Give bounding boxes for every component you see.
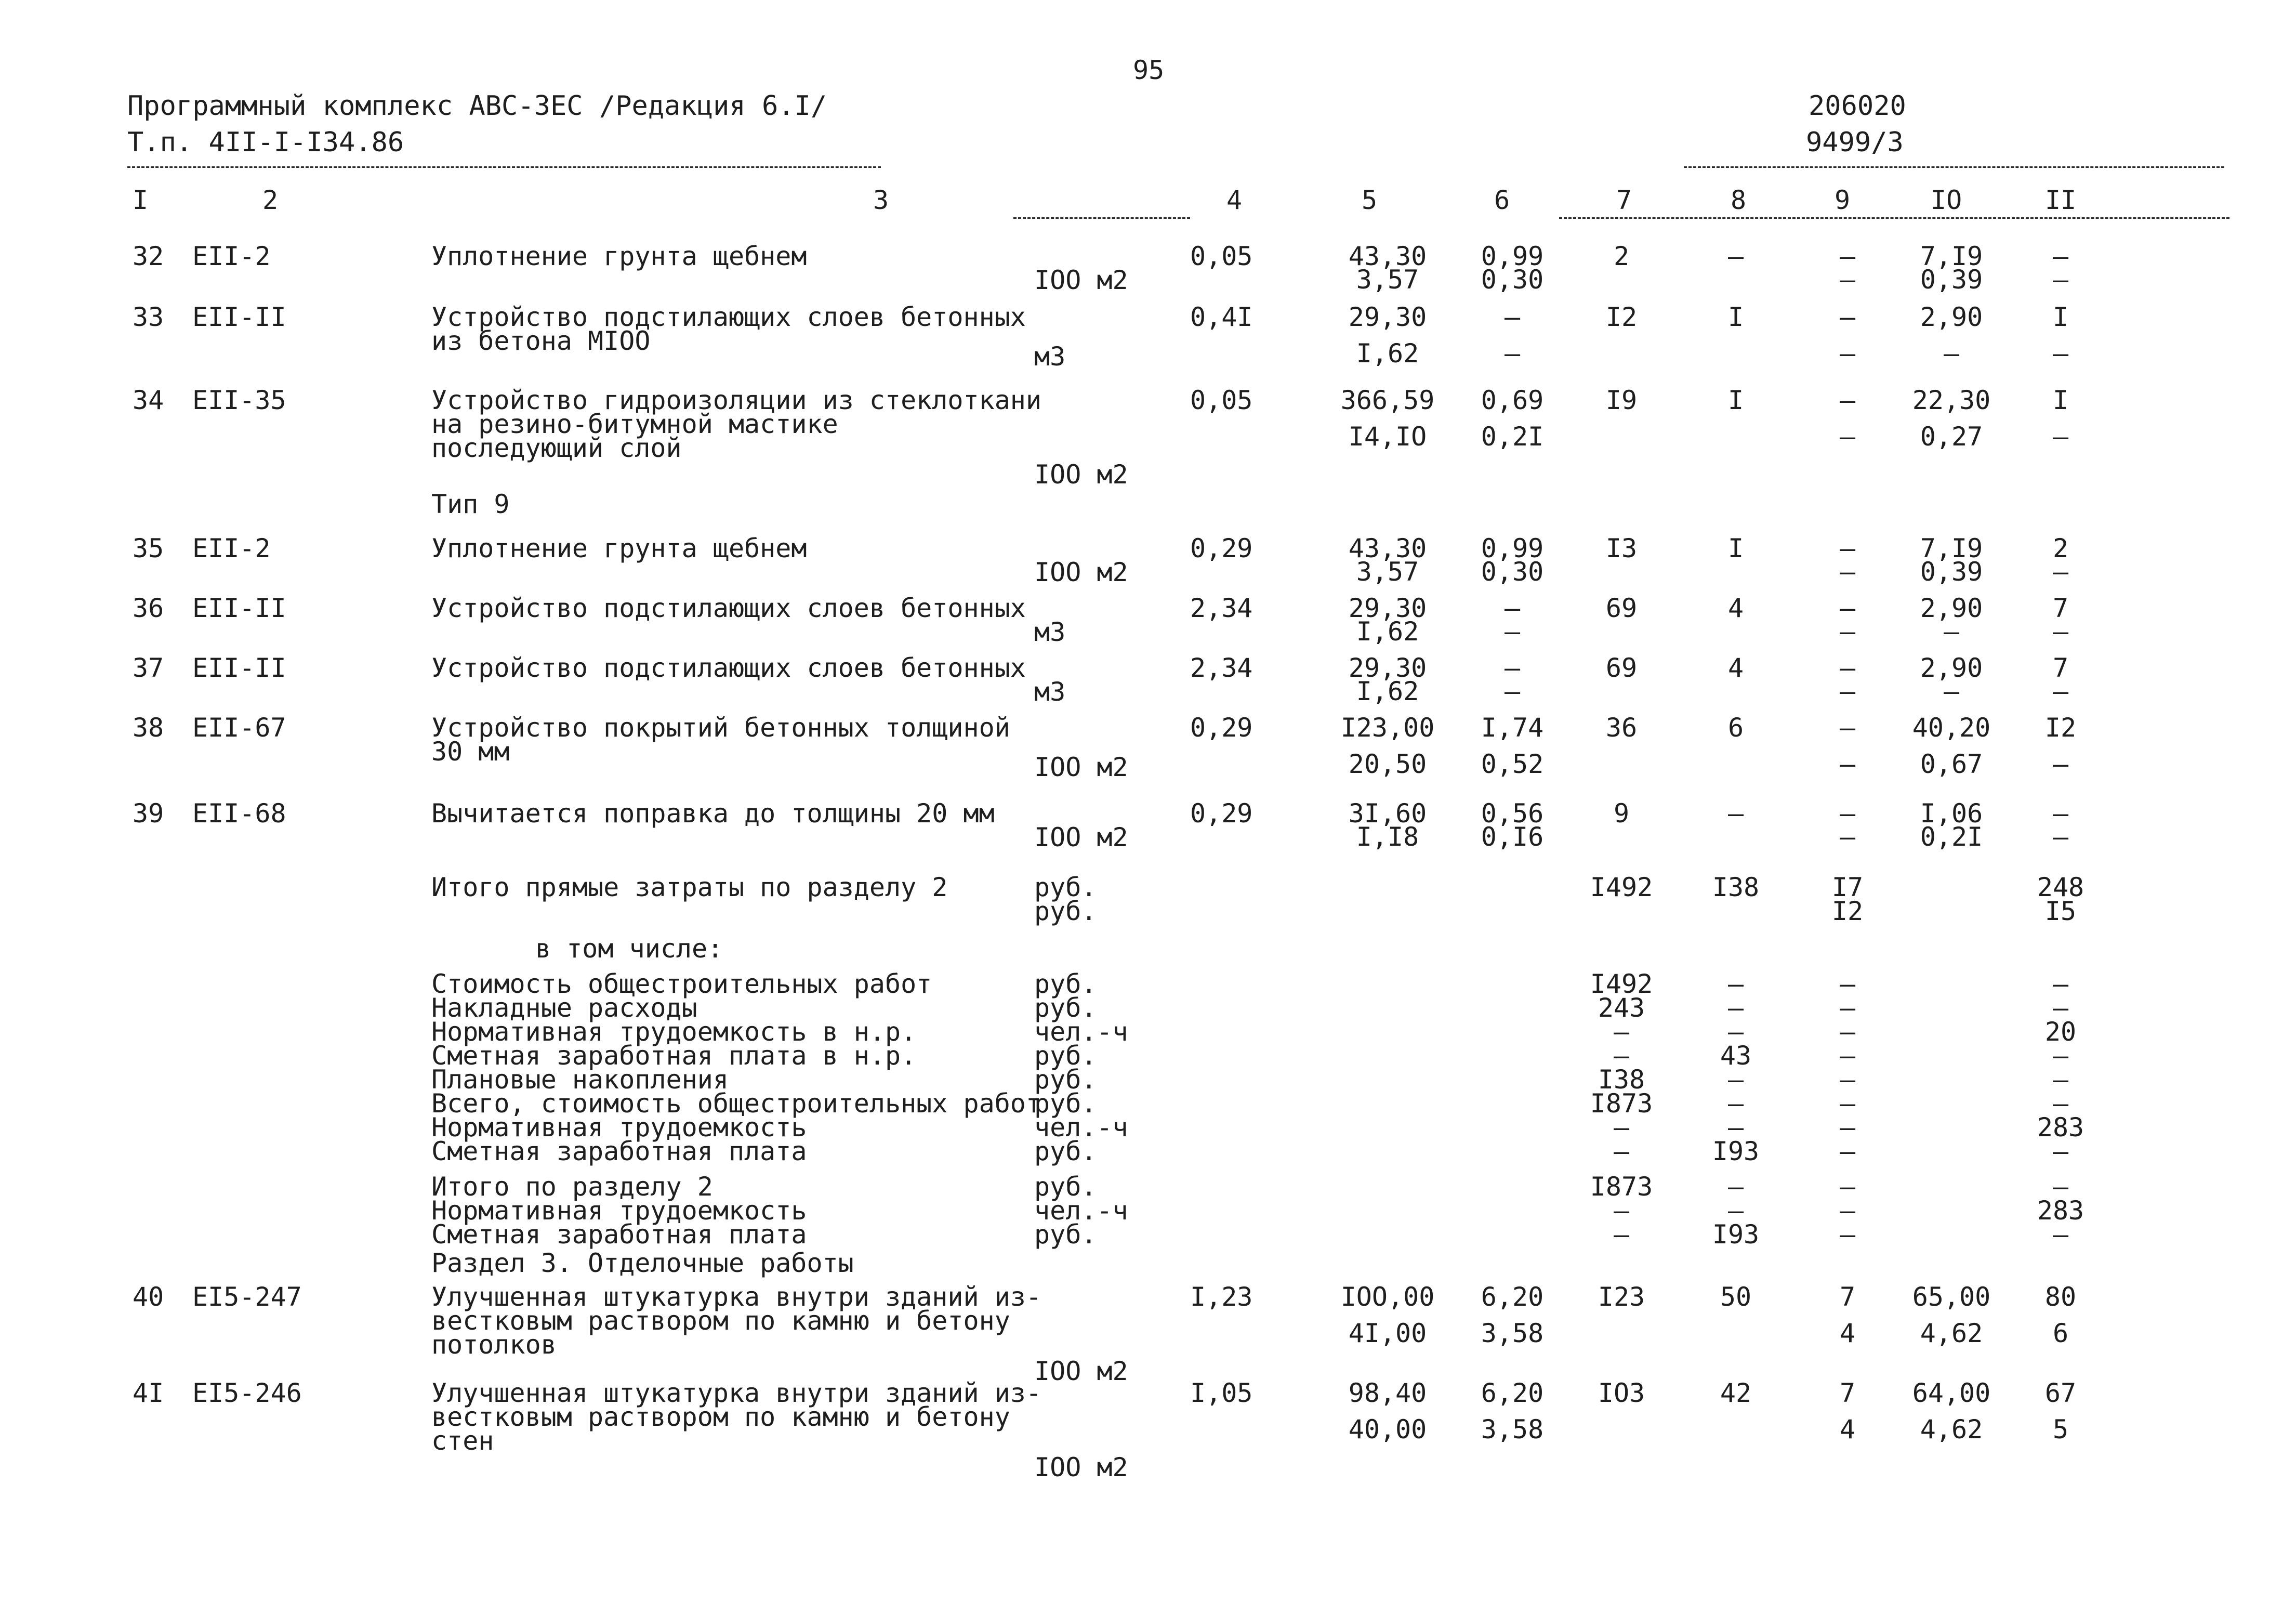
cell-col-11: –: [2052, 338, 2069, 369]
cell-col-5: IOO,00: [1340, 1282, 1435, 1312]
cell-col-5: I,62: [1356, 676, 1419, 706]
cell-col-11: I: [2052, 302, 2069, 332]
cell-col-7: I9: [1605, 385, 1638, 415]
cell-col-10: –: [1943, 616, 1960, 647]
section-total-unit: чел.-ч: [1034, 1196, 1128, 1226]
cell-col-10: 2,90: [1920, 653, 1983, 683]
cell-col-7: IO3: [1598, 1378, 1645, 1408]
work-description: Устройство подстилающих слоев бетонных: [431, 653, 1026, 683]
cell-col-5: I,62: [1356, 338, 1419, 369]
cell-col-5: I,62: [1356, 616, 1419, 647]
summary-col-9: –: [1839, 1088, 1856, 1119]
cell-col-10: I,06: [1920, 798, 1983, 829]
summary-col-9: –: [1839, 993, 1856, 1023]
work-description: Устройство гидроизоляции из стеклоткани: [431, 385, 1041, 415]
unit: м3: [1034, 677, 1066, 707]
work-description: последующий слой: [431, 433, 682, 463]
summary-col-7: –: [1613, 1112, 1630, 1143]
column-header-3: 3: [873, 185, 889, 215]
cell-col-6: 0,69: [1481, 385, 1544, 415]
summary-label: Сметная заработная плата: [431, 1136, 807, 1166]
quantity: 0,4I: [1190, 302, 1253, 332]
totals-label: Итого прямые затраты по разделу 2: [431, 872, 948, 902]
work-description: на резино-битумной мастике: [431, 409, 838, 439]
work-description: Улучшенная штукатурка внутри зданий из-: [431, 1282, 1041, 1312]
cell-col-7: 9: [1613, 798, 1630, 829]
norm-code: EII-67: [192, 713, 286, 743]
cell-col-6: 0,30: [1481, 557, 1544, 587]
section-total-col-7: I873: [1590, 1172, 1653, 1202]
cell-col-10: 0,39: [1920, 557, 1983, 587]
work-description: Устройство покрытий бетонных толщиной: [431, 713, 1010, 743]
cell-col-8: 4: [1727, 593, 1744, 623]
quantity: I,23: [1190, 1282, 1253, 1312]
cell-col-10: 0,2I: [1920, 822, 1983, 852]
cell-col-9: –: [1839, 241, 1856, 271]
cell-col-5: 3,57: [1356, 265, 1419, 295]
cell-col-11: –: [2052, 616, 2069, 647]
section-total-col-8: I93: [1712, 1219, 1760, 1250]
section-total-label: Сметная заработная плата: [431, 1219, 807, 1250]
summary-unit: руб.: [1034, 1088, 1097, 1119]
cell-col-5: 29,30: [1348, 653, 1427, 683]
cell-col-9: –: [1839, 822, 1856, 852]
column-header-divider: [1013, 217, 1190, 219]
section-total-col-9: –: [1839, 1219, 1856, 1250]
cell-col-9: 4: [1839, 1318, 1856, 1348]
column-header-1: I: [133, 185, 149, 215]
cell-col-10: 0,67: [1920, 749, 1983, 779]
unit: IOO м2: [1034, 557, 1128, 587]
column-header-6: 6: [1494, 185, 1510, 215]
cell-col-6: 0,2I: [1481, 422, 1544, 452]
summary-col-8: –: [1727, 1088, 1744, 1119]
cell-col-8: I: [1727, 385, 1744, 415]
summary-unit: руб.: [1034, 1136, 1097, 1166]
section-total-label: Итого по разделу 2: [431, 1172, 713, 1202]
summary-label: Нормативная трудоемкость: [431, 1112, 807, 1143]
cell-col-7: 36: [1605, 713, 1638, 743]
quantity: 0,29: [1190, 713, 1253, 743]
norm-code: EII-68: [192, 798, 286, 829]
cell-col-6: 6,20: [1481, 1378, 1544, 1408]
work-description: Уплотнение грунта щебнем: [431, 533, 807, 563]
summary-col-9: –: [1839, 1065, 1856, 1095]
column-header-9: 9: [1835, 185, 1851, 215]
cell-col-5: I,I8: [1356, 822, 1419, 852]
cell-col-9: –: [1839, 593, 1856, 623]
cell-col-8: 42: [1720, 1378, 1752, 1408]
summary-col-8: I93: [1712, 1136, 1760, 1166]
cell-col-9: 4: [1839, 1414, 1856, 1445]
section-total-col-9: –: [1839, 1196, 1856, 1226]
unit: IOO м2: [1034, 822, 1128, 852]
summary-col-9: –: [1839, 1017, 1856, 1047]
cell-col-11: –: [2052, 822, 2069, 852]
cell-col-5: 98,40: [1348, 1378, 1427, 1408]
cell-col-5: 40,00: [1348, 1414, 1427, 1445]
cell-col-11: –: [2052, 798, 2069, 829]
norm-code: EII-35: [192, 385, 286, 415]
cell-col-5: 366,59: [1340, 385, 1435, 415]
quantity: I,05: [1190, 1378, 1253, 1408]
summary-label: Нормативная трудоемкость в н.р.: [431, 1017, 917, 1047]
cell-col-10: 0,39: [1920, 265, 1983, 295]
cell-col-6: 0,56: [1481, 798, 1544, 829]
cell-col-10: 7,I9: [1920, 533, 1983, 563]
summary-label: Всего, стоимость общестроительных работ: [431, 1088, 1041, 1119]
cell-col-11: –: [2052, 676, 2069, 706]
cell-col-5: I23,00: [1340, 713, 1435, 743]
summary-col-7: –: [1613, 1041, 1630, 1071]
cell-col-6: 0,52: [1481, 749, 1544, 779]
cell-col-7: 69: [1605, 653, 1638, 683]
summary-col-7: I38: [1598, 1065, 1645, 1095]
row-number: 37: [133, 653, 164, 683]
totals-col-8: I38: [1712, 872, 1760, 902]
unit: м3: [1034, 342, 1066, 372]
norm-code: EII-2: [192, 241, 271, 271]
work-description: Устройство подстилающих слоев бетонных: [431, 302, 1026, 332]
summary-col-8: 43: [1720, 1041, 1752, 1071]
summary-unit: руб.: [1034, 993, 1097, 1023]
summary-label: Плановые накопления: [431, 1065, 729, 1095]
row-number: 40: [133, 1282, 164, 1312]
cell-col-8: I: [1727, 533, 1744, 563]
quantity: 0,05: [1190, 385, 1253, 415]
cell-col-10: 2,90: [1920, 593, 1983, 623]
summary-col-11: –: [2052, 1088, 2069, 1119]
quantity: 0,29: [1190, 533, 1253, 563]
cell-col-10: 4,62: [1920, 1318, 1983, 1348]
totals-col-9: I2: [1831, 896, 1864, 926]
quantity: 0,29: [1190, 798, 1253, 829]
cell-col-9: –: [1839, 749, 1856, 779]
summary-col-11: –: [2052, 1041, 2069, 1071]
summary-col-7: I492: [1590, 969, 1653, 999]
cell-col-8: –: [1727, 798, 1744, 829]
summary-unit: руб.: [1034, 1065, 1097, 1095]
totals-col-7: I492: [1590, 872, 1653, 902]
cell-col-6: –: [1504, 302, 1521, 332]
cell-col-9: 7: [1839, 1378, 1856, 1408]
summary-col-11: –: [2052, 1136, 2069, 1166]
norm-code: EII-II: [192, 302, 286, 332]
section-3-title: Раздел 3. Отделочные работы: [431, 1248, 854, 1278]
section-total-col-7: –: [1613, 1196, 1630, 1226]
cell-col-9: –: [1839, 557, 1856, 587]
totals-unit: руб.: [1034, 872, 1097, 902]
cell-col-6: 0,99: [1481, 533, 1544, 563]
row-number: 33: [133, 302, 164, 332]
summary-unit: руб.: [1034, 1041, 1097, 1071]
cell-col-11: 7: [2052, 653, 2069, 683]
summary-col-11: –: [2052, 969, 2069, 999]
cell-col-8: 4: [1727, 653, 1744, 683]
cell-col-11: 5: [2052, 1414, 2069, 1445]
column-header-divider: [1559, 217, 2229, 219]
cell-col-8: 50: [1720, 1282, 1752, 1312]
unit: IOO м2: [1034, 459, 1128, 490]
column-header-4: 4: [1226, 185, 1243, 215]
summary-col-11: 20: [2044, 1017, 2077, 1047]
section-total-col-11: –: [2052, 1172, 2069, 1202]
program-header: Программный комплекс АВС-ЗЕС /Редакция 6.I/: [127, 90, 827, 122]
cell-col-7: I2: [1605, 302, 1638, 332]
cell-col-9: –: [1839, 533, 1856, 563]
cell-col-7: I23: [1598, 1282, 1645, 1312]
cell-col-6: 3,58: [1481, 1414, 1544, 1445]
header-divider: [127, 166, 881, 168]
including-label: в том числе:: [535, 934, 723, 964]
quantity: 2,34: [1190, 653, 1253, 683]
summary-col-8: –: [1727, 1017, 1744, 1047]
section-total-col-11: 283: [2037, 1196, 2084, 1226]
cell-col-11: –: [2052, 749, 2069, 779]
cell-col-9: –: [1839, 302, 1856, 332]
cell-col-11: 6: [2052, 1318, 2069, 1348]
work-description: Улучшенная штукатурка внутри зданий из-: [431, 1378, 1041, 1408]
cell-col-6: 0,99: [1481, 241, 1544, 271]
row-number: 35: [133, 533, 164, 563]
header-divider: [1684, 166, 2224, 168]
quantity: 0,05: [1190, 241, 1253, 271]
work-description: Тип 9: [431, 489, 510, 519]
cell-col-7: 2: [1613, 241, 1630, 271]
cell-col-11: –: [2052, 422, 2069, 452]
cell-col-9: –: [1839, 422, 1856, 452]
unit: IOO м2: [1034, 265, 1128, 295]
section-total-unit: руб.: [1034, 1219, 1097, 1250]
summary-col-9: –: [1839, 1112, 1856, 1143]
section-total-label: Нормативная трудоемкость: [431, 1196, 807, 1226]
summary-col-8: –: [1727, 969, 1744, 999]
cell-col-9: –: [1839, 676, 1856, 706]
cell-col-6: 0,30: [1481, 265, 1544, 295]
row-number: 34: [133, 385, 164, 415]
cell-col-6: –: [1504, 338, 1521, 369]
doc-sheet: 9499/3: [1806, 127, 1904, 158]
summary-col-7: –: [1613, 1136, 1630, 1166]
column-header-7: 7: [1616, 185, 1632, 215]
section-total-col-8: –: [1727, 1196, 1744, 1226]
norm-code: EII-2: [192, 533, 271, 563]
unit: IOO м2: [1034, 1356, 1128, 1386]
cell-col-6: –: [1504, 593, 1521, 623]
totals-col-11: 248: [2037, 872, 2084, 902]
summary-col-7: –: [1613, 1017, 1630, 1047]
norm-code: EI5-247: [192, 1282, 302, 1312]
summary-col-11: –: [2052, 993, 2069, 1023]
work-description: 30 мм: [431, 737, 510, 767]
page-number: 95: [1133, 55, 1165, 85]
cell-col-6: –: [1504, 676, 1521, 706]
cell-col-5: 3I,60: [1348, 798, 1427, 829]
cell-col-5: 4I,00: [1348, 1318, 1427, 1348]
summary-col-11: –: [2052, 1065, 2069, 1095]
cell-col-5: 3,57: [1356, 557, 1419, 587]
work-description: стен: [431, 1426, 494, 1456]
unit: м3: [1034, 617, 1066, 647]
cell-col-9: –: [1839, 385, 1856, 415]
cell-col-6: –: [1504, 653, 1521, 683]
cell-col-8: I: [1727, 302, 1744, 332]
row-number: 32: [133, 241, 164, 271]
cell-col-6: 6,20: [1481, 1282, 1544, 1312]
cell-col-10: 0,27: [1920, 422, 1983, 452]
cell-col-9: –: [1839, 616, 1856, 647]
cell-col-11: 67: [2044, 1378, 2077, 1408]
summary-col-8: –: [1727, 993, 1744, 1023]
row-number: 39: [133, 798, 164, 829]
cell-col-11: 80: [2044, 1282, 2077, 1312]
work-description: вестковым раствором по камню и бетону: [431, 1402, 1010, 1432]
summary-label: Накладные расходы: [431, 993, 697, 1023]
cell-col-11: I: [2052, 385, 2069, 415]
cell-col-10: 4,62: [1920, 1414, 1983, 1445]
cell-col-11: –: [2052, 557, 2069, 587]
totals-col-9: I7: [1831, 872, 1864, 902]
cell-col-10: 2,90: [1920, 302, 1983, 332]
work-description: Устройство подстилающих слоев бетонных: [431, 593, 1026, 623]
norm-code: EII-II: [192, 653, 286, 683]
row-number: 36: [133, 593, 164, 623]
cell-col-9: 7: [1839, 1282, 1856, 1312]
row-number: 4I: [133, 1378, 164, 1408]
cell-col-11: 7: [2052, 593, 2069, 623]
cell-col-11: –: [2052, 241, 2069, 271]
section-total-unit: руб.: [1034, 1172, 1097, 1202]
cell-col-8: –: [1727, 241, 1744, 271]
unit: IOO м2: [1034, 1452, 1128, 1482]
cell-col-10: 64,00: [1912, 1378, 1991, 1408]
summary-col-7: I873: [1590, 1088, 1653, 1119]
summary-label: Стоимость общестроительных работ: [431, 969, 932, 999]
work-description: вестковым раствором по камню и бетону: [431, 1306, 1010, 1336]
cell-col-10: –: [1943, 676, 1960, 706]
summary-col-9: –: [1839, 1041, 1856, 1071]
cell-col-9: –: [1839, 798, 1856, 829]
cell-col-9: –: [1839, 653, 1856, 683]
summary-col-9: –: [1839, 969, 1856, 999]
project-code: Т.п. 4II-I-I34.86: [127, 127, 404, 158]
cell-col-9: –: [1839, 338, 1856, 369]
cell-col-7: I3: [1605, 533, 1638, 563]
cell-col-5: 20,50: [1348, 749, 1427, 779]
summary-unit: руб.: [1034, 969, 1097, 999]
cell-col-7: 69: [1605, 593, 1638, 623]
cell-col-10: 65,00: [1912, 1282, 1991, 1312]
cell-col-5: I4,IO: [1348, 422, 1427, 452]
column-header-5: 5: [1362, 185, 1378, 215]
cell-col-10: 40,20: [1912, 713, 1991, 743]
summary-unit: чел.-ч: [1034, 1112, 1128, 1143]
norm-code: EII-II: [192, 593, 286, 623]
summary-label: Сметная заработная плата в н.р.: [431, 1041, 917, 1071]
cell-col-10: 22,30: [1912, 385, 1991, 415]
quantity: 2,34: [1190, 593, 1253, 623]
summary-col-8: –: [1727, 1065, 1744, 1095]
cell-col-9: –: [1839, 265, 1856, 295]
section-total-col-8: –: [1727, 1172, 1744, 1202]
cell-col-5: 29,30: [1348, 593, 1427, 623]
summary-col-11: 283: [2037, 1112, 2084, 1143]
totals-col-11: I5: [2044, 896, 2077, 926]
section-total-col-9: –: [1839, 1172, 1856, 1202]
unit: IOO м2: [1034, 752, 1128, 782]
doc-number: 206020: [1809, 90, 1906, 122]
summary-col-8: –: [1727, 1112, 1744, 1143]
cell-col-5: 43,30: [1348, 241, 1427, 271]
cell-col-6: 3,58: [1481, 1318, 1544, 1348]
cell-col-9: –: [1839, 713, 1856, 743]
totals-unit: руб.: [1034, 896, 1097, 926]
norm-code: EI5-246: [192, 1378, 302, 1408]
cell-col-6: –: [1504, 616, 1521, 647]
section-total-col-7: –: [1613, 1219, 1630, 1250]
section-total-col-11: –: [2052, 1219, 2069, 1250]
cell-col-10: 7,I9: [1920, 241, 1983, 271]
work-description: потолков: [431, 1330, 557, 1360]
column-header-10: IO: [1931, 185, 1962, 215]
work-description: Уплотнение грунта щебнем: [431, 241, 807, 271]
summary-col-7: 243: [1598, 993, 1645, 1023]
cell-col-6: I,74: [1481, 713, 1544, 743]
cell-col-6: 0,I6: [1481, 822, 1544, 852]
row-number: 38: [133, 713, 164, 743]
cell-col-5: 43,30: [1348, 533, 1427, 563]
work-description: из бетона МIOO: [431, 326, 651, 356]
work-description: Вычитается поправка до толщины 20 мм: [431, 798, 995, 829]
cell-col-5: 29,30: [1348, 302, 1427, 332]
column-header-8: 8: [1731, 185, 1747, 215]
cell-col-8: 6: [1727, 713, 1744, 743]
cell-col-11: 2: [2052, 533, 2069, 563]
column-header-2: 2: [262, 185, 279, 215]
summary-col-9: –: [1839, 1136, 1856, 1166]
cell-col-11: I2: [2044, 713, 2077, 743]
cell-col-10: –: [1943, 338, 1960, 369]
cell-col-11: –: [2052, 265, 2069, 295]
column-header-11: II: [2045, 185, 2077, 215]
summary-unit: чел.-ч: [1034, 1017, 1128, 1047]
